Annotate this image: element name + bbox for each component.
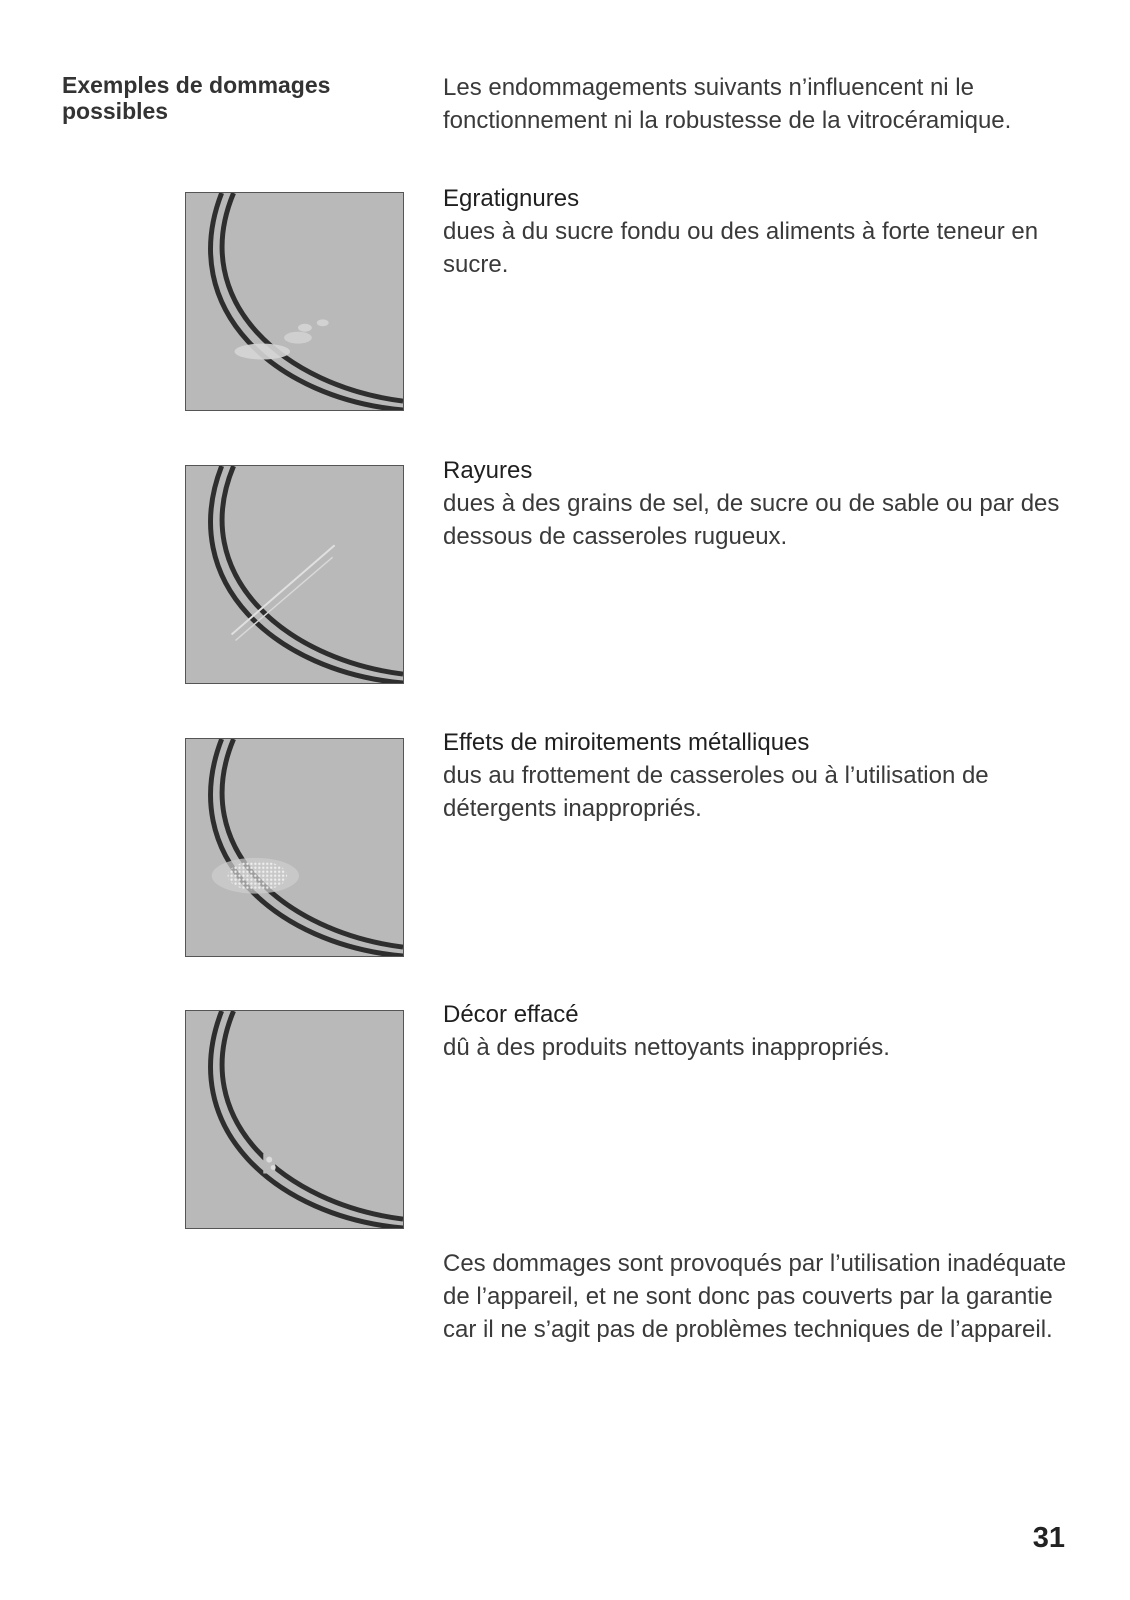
item-title: Décor effacé (443, 1001, 579, 1028)
item-miroitements (443, 726, 1083, 825)
item-decor-efface (443, 998, 1083, 1064)
page-number: 31 (1032, 1522, 1065, 1554)
item-description: dues à des grains de sel, de sucre ou de sable ou par des dessous de casseroles rugueux. (443, 490, 1060, 550)
intro-paragraph: Les endommagements suivants n’influencent ni le fonctionnement ni la robustesse de la vitrocéramique. (443, 74, 1012, 134)
worn-decor-icon (185, 1010, 404, 1229)
scratch-lines-icon (185, 465, 404, 684)
item-title: Effets de miroitements métalliques (443, 729, 810, 756)
item-egratignures (443, 182, 1083, 281)
closing-paragraph: Ces dommages sont provoqués par l’utilisation inadéquate de l’appareil, et ne sont donc pas couverts par la garantie car il ne s’agit pas de problèmes techniques de l’appareil. (443, 1250, 1067, 1343)
section-heading: Exemples de dommages possibles (62, 72, 331, 124)
item-title: Rayures (443, 457, 533, 484)
item-description: dû à des produits nettoyants inappropriés. (443, 1034, 890, 1061)
item-title: Egratignures (443, 185, 580, 212)
item-description: dus au frottement de casseroles ou à l’utilisation de détergents inappropriés. (443, 762, 989, 822)
metallic-shine-icon (185, 738, 404, 957)
item-description: dues à du sucre fondu ou des aliments à forte teneur en sucre. (443, 218, 1039, 278)
sugar-stain-icon (185, 192, 404, 411)
item-rayures (443, 454, 1083, 553)
